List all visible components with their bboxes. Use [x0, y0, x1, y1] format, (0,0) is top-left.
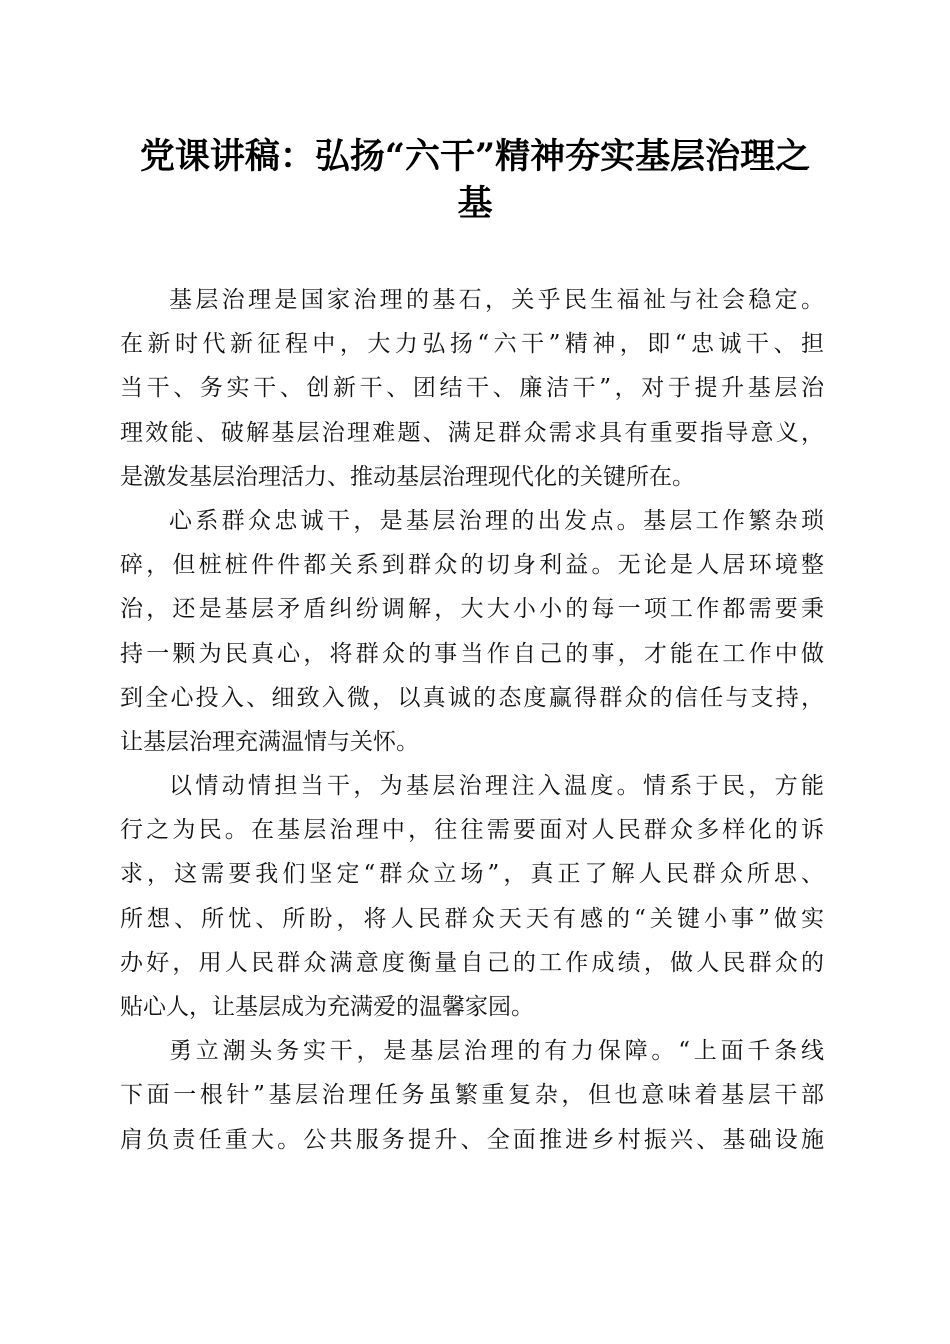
paragraph [120, 278, 824, 499]
title-line: 基 [457, 183, 493, 224]
document-title [110, 133, 840, 227]
text-line: 让基层治理充满温情与关怀。 [120, 728, 419, 755]
text-line: 当干、务实干、创新干、团结干、廉洁干”，对于提升基层治 [120, 375, 824, 402]
text-line: 碎，但桩桩件件都关系到群众的切身利益。无论是人居环境整 [120, 552, 824, 579]
text-line: 是激发基层治理活力、推动基层治理现代化的关键所在。 [120, 463, 695, 490]
text-line: 下面一根针”基层治理任务虽繁重复杂，但也意味着基层干部 [120, 1082, 824, 1109]
text-line: 行之为民。在基层治理中，往往需要面对人民群众多样化的诉 [120, 817, 824, 844]
paragraph [120, 764, 824, 1029]
text-line: 所想、所忧、所盼，将人民群众天天有感的“关键小事”做实 [120, 905, 824, 932]
text-line: 在新时代新征程中，大力弘扬“六干”精神，即“忠诚干、担 [120, 331, 824, 358]
text-line: 心系群众忠诚干，是基层治理的出发点。基层工作繁杂琐 [169, 507, 824, 534]
text-line: 到全心投入、细致入微，以真诚的态度赢得群众的信任与支持， [120, 684, 824, 711]
text-line: 肩负责任重大。公共服务提升、全面推进乡村振兴、基础设施 [120, 1126, 824, 1153]
paragraph [120, 1029, 824, 1162]
text-line: 以情动情担当干，为基层治理注入温度。情系于民，方能 [169, 773, 824, 800]
text-line: 治，还是基层矛盾纠纷调解，大大小小的每一项工作都需要秉 [120, 596, 824, 623]
text-line: 勇立潮头务实干，是基层治理的有力保障。“上面千条线 [169, 1038, 824, 1065]
paragraph [120, 499, 824, 764]
text-line: 办好，用人民群众满意度衡量自己的工作成绩，做人民群众的 [120, 949, 824, 976]
text-line: 贴心人，让基层成为充满爱的温馨家园。 [120, 994, 534, 1020]
title-line: 党课讲稿：弘扬“六干”精神夯实基层治理之 [139, 136, 811, 177]
text-line: 求，这需要我们坚定“群众立场”，真正了解人民群众所思、 [120, 861, 824, 888]
text-line: 理效能、破解基层治理难题、满足群众需求具有重要指导意义， [120, 419, 824, 446]
text-line: 基层治理是国家治理的基石，关乎民生福祉与社会稳定。 [169, 287, 824, 313]
document-body [120, 278, 824, 1162]
text-line: 持一颗为民真心，将群众的事当作自己的事，才能在工作中做 [120, 640, 824, 667]
